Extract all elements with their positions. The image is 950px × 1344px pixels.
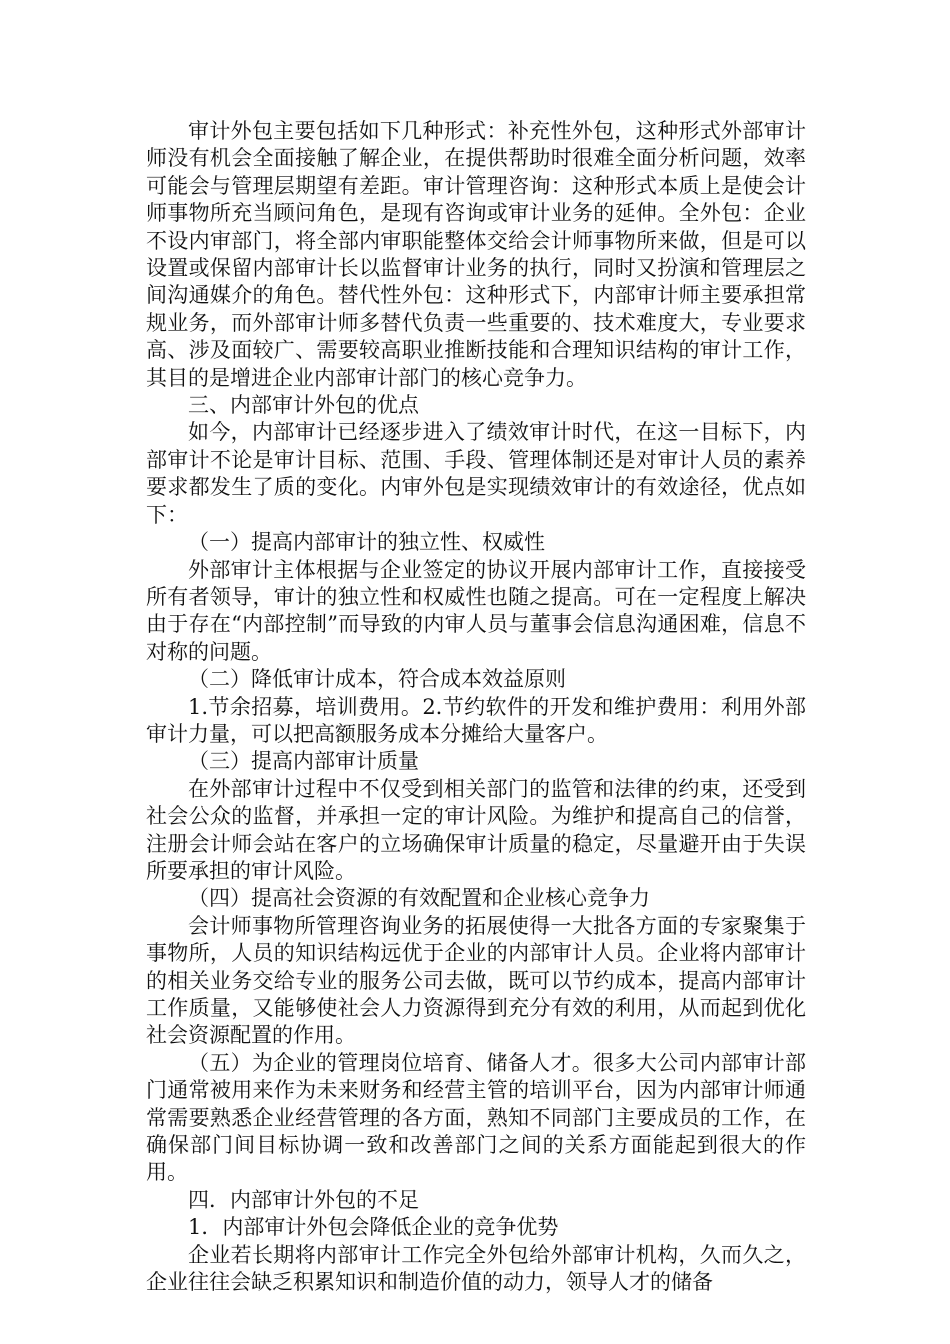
heading-competitive-advantage: 1．内部审计外包会降低企业的竞争优势	[188, 1215, 559, 1240]
heading-disadvantages: 四．内部审计外包的不足	[188, 1187, 419, 1212]
paragraph-talent-reserve: （五）为企业的管理岗位培育、储备人才。很多大公司内部审计部门通常被用来作为未来财务和经营主管的培训平台，因为内部审计师通常需要熟悉企业经营管理的各方面，熟知不同部门主要成员的工作，在确保部门间目标协调一致和改善部门之间的关系方面能起到很大的作用。	[146, 1050, 806, 1185]
paragraph-resource-allocation: 会计师事物所管理咨询业务的拓展使得一大批各方面的专家聚集于事物所，人员的知识结构远优于企业的内部审计人员。企业将内部审计的相关业务交给专业的服务公司去做，既可以节约成本，提高内部审计工作质量，又能够使社会人力资源得到充分有效的利用，从而起到优化社会资源配置的作用。	[146, 913, 806, 1048]
paragraph-audit-quality: 在外部审计过程中不仅受到相关部门的监管和法律的约束，还受到社会公众的监督，并承担一定的审计风险。为维护和提高自己的信誉，注册会计师会站在客户的立场确保审计质量的稳定，尽量避开由于失误所要承担的审计风险。	[146, 776, 806, 883]
paragraph-reduce-cost: 1.节余招募，培训费用。2.节约软件的开发和维护费用：利用外部审计力量，可以把高额服务成本分摊给大量客户。	[146, 694, 806, 746]
paragraph-competitive-advantage: 企业若长期将内部审计工作完全外包给外部审计机构，久而久之，企业往往会缺乏积累知识和制造价值的动力，领导人才的储备	[146, 1242, 806, 1295]
heading-resource-allocation: （四）提高社会资源的有效配置和企业核心竞争力	[188, 886, 650, 911]
paragraph-outsourcing-forms: 审计外包主要包括如下几种形式：补充性外包，这种形式外部审计师没有机会全面接触了解企业，在提供帮助时很难全面分析问题，效率可能会与管理层期望有差距。审计管理咨询：这种形式本质上是使会计师事物所充当顾问角色，是现有咨询或审计业务的延伸。全外包：企业不设内审部门，将全部内审职能整体交给会计师事物所来做，但是可以设置或保留内部审计长以监督审计业务的执行，同时又扮演和管理层之间沟通媒介的角色。替代性外包：这种形式下，内部审计师主要承担常规业务，而外部审计师多替代负责一些重要的、技术难度大，专业要求高、涉及面较广、需要较高职业推断技能和合理知识结构的审计工作，其目的是增进企业内部审计部门的核心竞争力。	[146, 119, 806, 390]
heading-reduce-cost: （二）降低审计成本，符合成本效益原则	[188, 667, 566, 692]
paragraph-independence: 外部审计主体根据与企业签定的协议开展内部审计工作，直接接受所有者领导，审计的独立性和权威性也随之提高。可在一定程度上解决由于存在“内部控制”而导致的内审人员与董事会信息沟通困难，信息不对称的问题。	[146, 557, 806, 664]
heading-audit-quality: （三）提高内部审计质量	[188, 749, 419, 774]
heading-independence: （一）提高内部审计的独立性、权威性	[188, 530, 545, 555]
document-page	[146, 118, 806, 1296]
heading-advantages: 三、内部审计外包的优点	[188, 393, 419, 418]
paragraph-performance-audit: 如今，内部审计已经逐步进入了绩效审计时代，在这一目标下，内部审计不论是审计目标、范围、手段、管理体制还是对审计人员的素养要求都发生了质的变化。内审外包是实现绩效审计的有效途径，优点如下：	[146, 420, 806, 527]
